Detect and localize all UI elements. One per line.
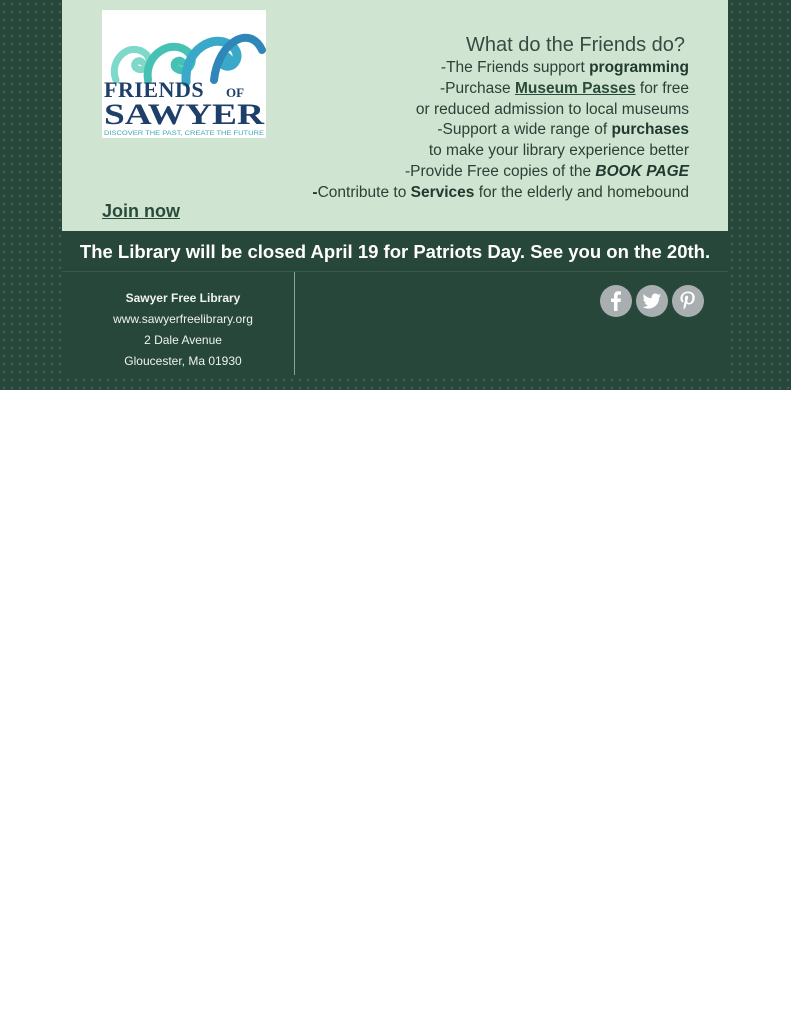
elderly-text: for the elderly and homebound bbox=[474, 183, 689, 201]
library-name: Sawyer Free Library bbox=[125, 291, 241, 305]
logo-text-of: OF bbox=[226, 85, 245, 100]
join-now-link[interactable]: Join now bbox=[102, 201, 180, 221]
logo-tagline: DISCOVER THE PAST, CREATE THE FUTURE bbox=[104, 131, 264, 137]
book-page-bold: BOOK PAGE bbox=[595, 162, 689, 180]
museum-passes-link[interactable]: Museum Passes bbox=[514, 79, 636, 97]
line-purchases bbox=[262, 120, 689, 141]
line-services bbox=[262, 183, 689, 204]
facebook-icon[interactable] bbox=[600, 285, 632, 317]
contribute-text: Contribute to bbox=[317, 183, 411, 201]
library-address bbox=[62, 288, 304, 372]
line-programming bbox=[262, 58, 689, 79]
library-city: Gloucester, Ma 01930 bbox=[124, 354, 242, 368]
logo-text-sawyer: SAWYER bbox=[104, 98, 265, 131]
contribute-dash: - bbox=[312, 183, 318, 201]
wave-logo-graphic bbox=[102, 10, 266, 138]
line-reduced-admission: or reduced admission to local museums bbox=[415, 100, 689, 118]
friends-of-sawyer-logo[interactable] bbox=[102, 10, 266, 138]
email-container bbox=[62, 0, 728, 375]
library-street: 2 Dale Avenue bbox=[144, 333, 222, 347]
pinterest-icon[interactable] bbox=[672, 285, 704, 317]
friends-section bbox=[62, 0, 728, 231]
pinterest-glyph bbox=[672, 285, 704, 317]
services-bold: Services bbox=[410, 183, 475, 201]
line-book-page bbox=[262, 162, 689, 183]
purchase-text: -Purchase bbox=[440, 79, 515, 97]
friends-heading: What do the Friends do? bbox=[465, 34, 685, 56]
for-free-text: for free bbox=[635, 79, 689, 97]
closure-notice-text: The Library will be closed April 19 for Patriots Day. See you on the 20th. bbox=[79, 241, 711, 262]
line-museum-passes bbox=[262, 79, 689, 100]
line-experience: to make your library experience better bbox=[428, 142, 689, 160]
footer-divider bbox=[294, 272, 295, 375]
closure-notice-bar bbox=[62, 231, 728, 272]
purchases-bold: purchases bbox=[611, 121, 689, 139]
footer bbox=[62, 272, 728, 375]
twitter-icon[interactable] bbox=[636, 285, 668, 317]
facebook-glyph bbox=[600, 285, 632, 317]
logo-text-friends: FRIENDS bbox=[104, 77, 205, 102]
provide-text: -Provide Free copies of the bbox=[405, 162, 596, 180]
library-website-link[interactable]: www.sawyerfreelibrary.org bbox=[113, 312, 253, 326]
twitter-glyph bbox=[636, 285, 668, 317]
wide-range-text: -Support a wide range of bbox=[437, 121, 612, 139]
programming-bold: programming bbox=[589, 59, 689, 76]
support-text: -The Friends support bbox=[440, 59, 590, 76]
friends-description bbox=[262, 32, 689, 204]
